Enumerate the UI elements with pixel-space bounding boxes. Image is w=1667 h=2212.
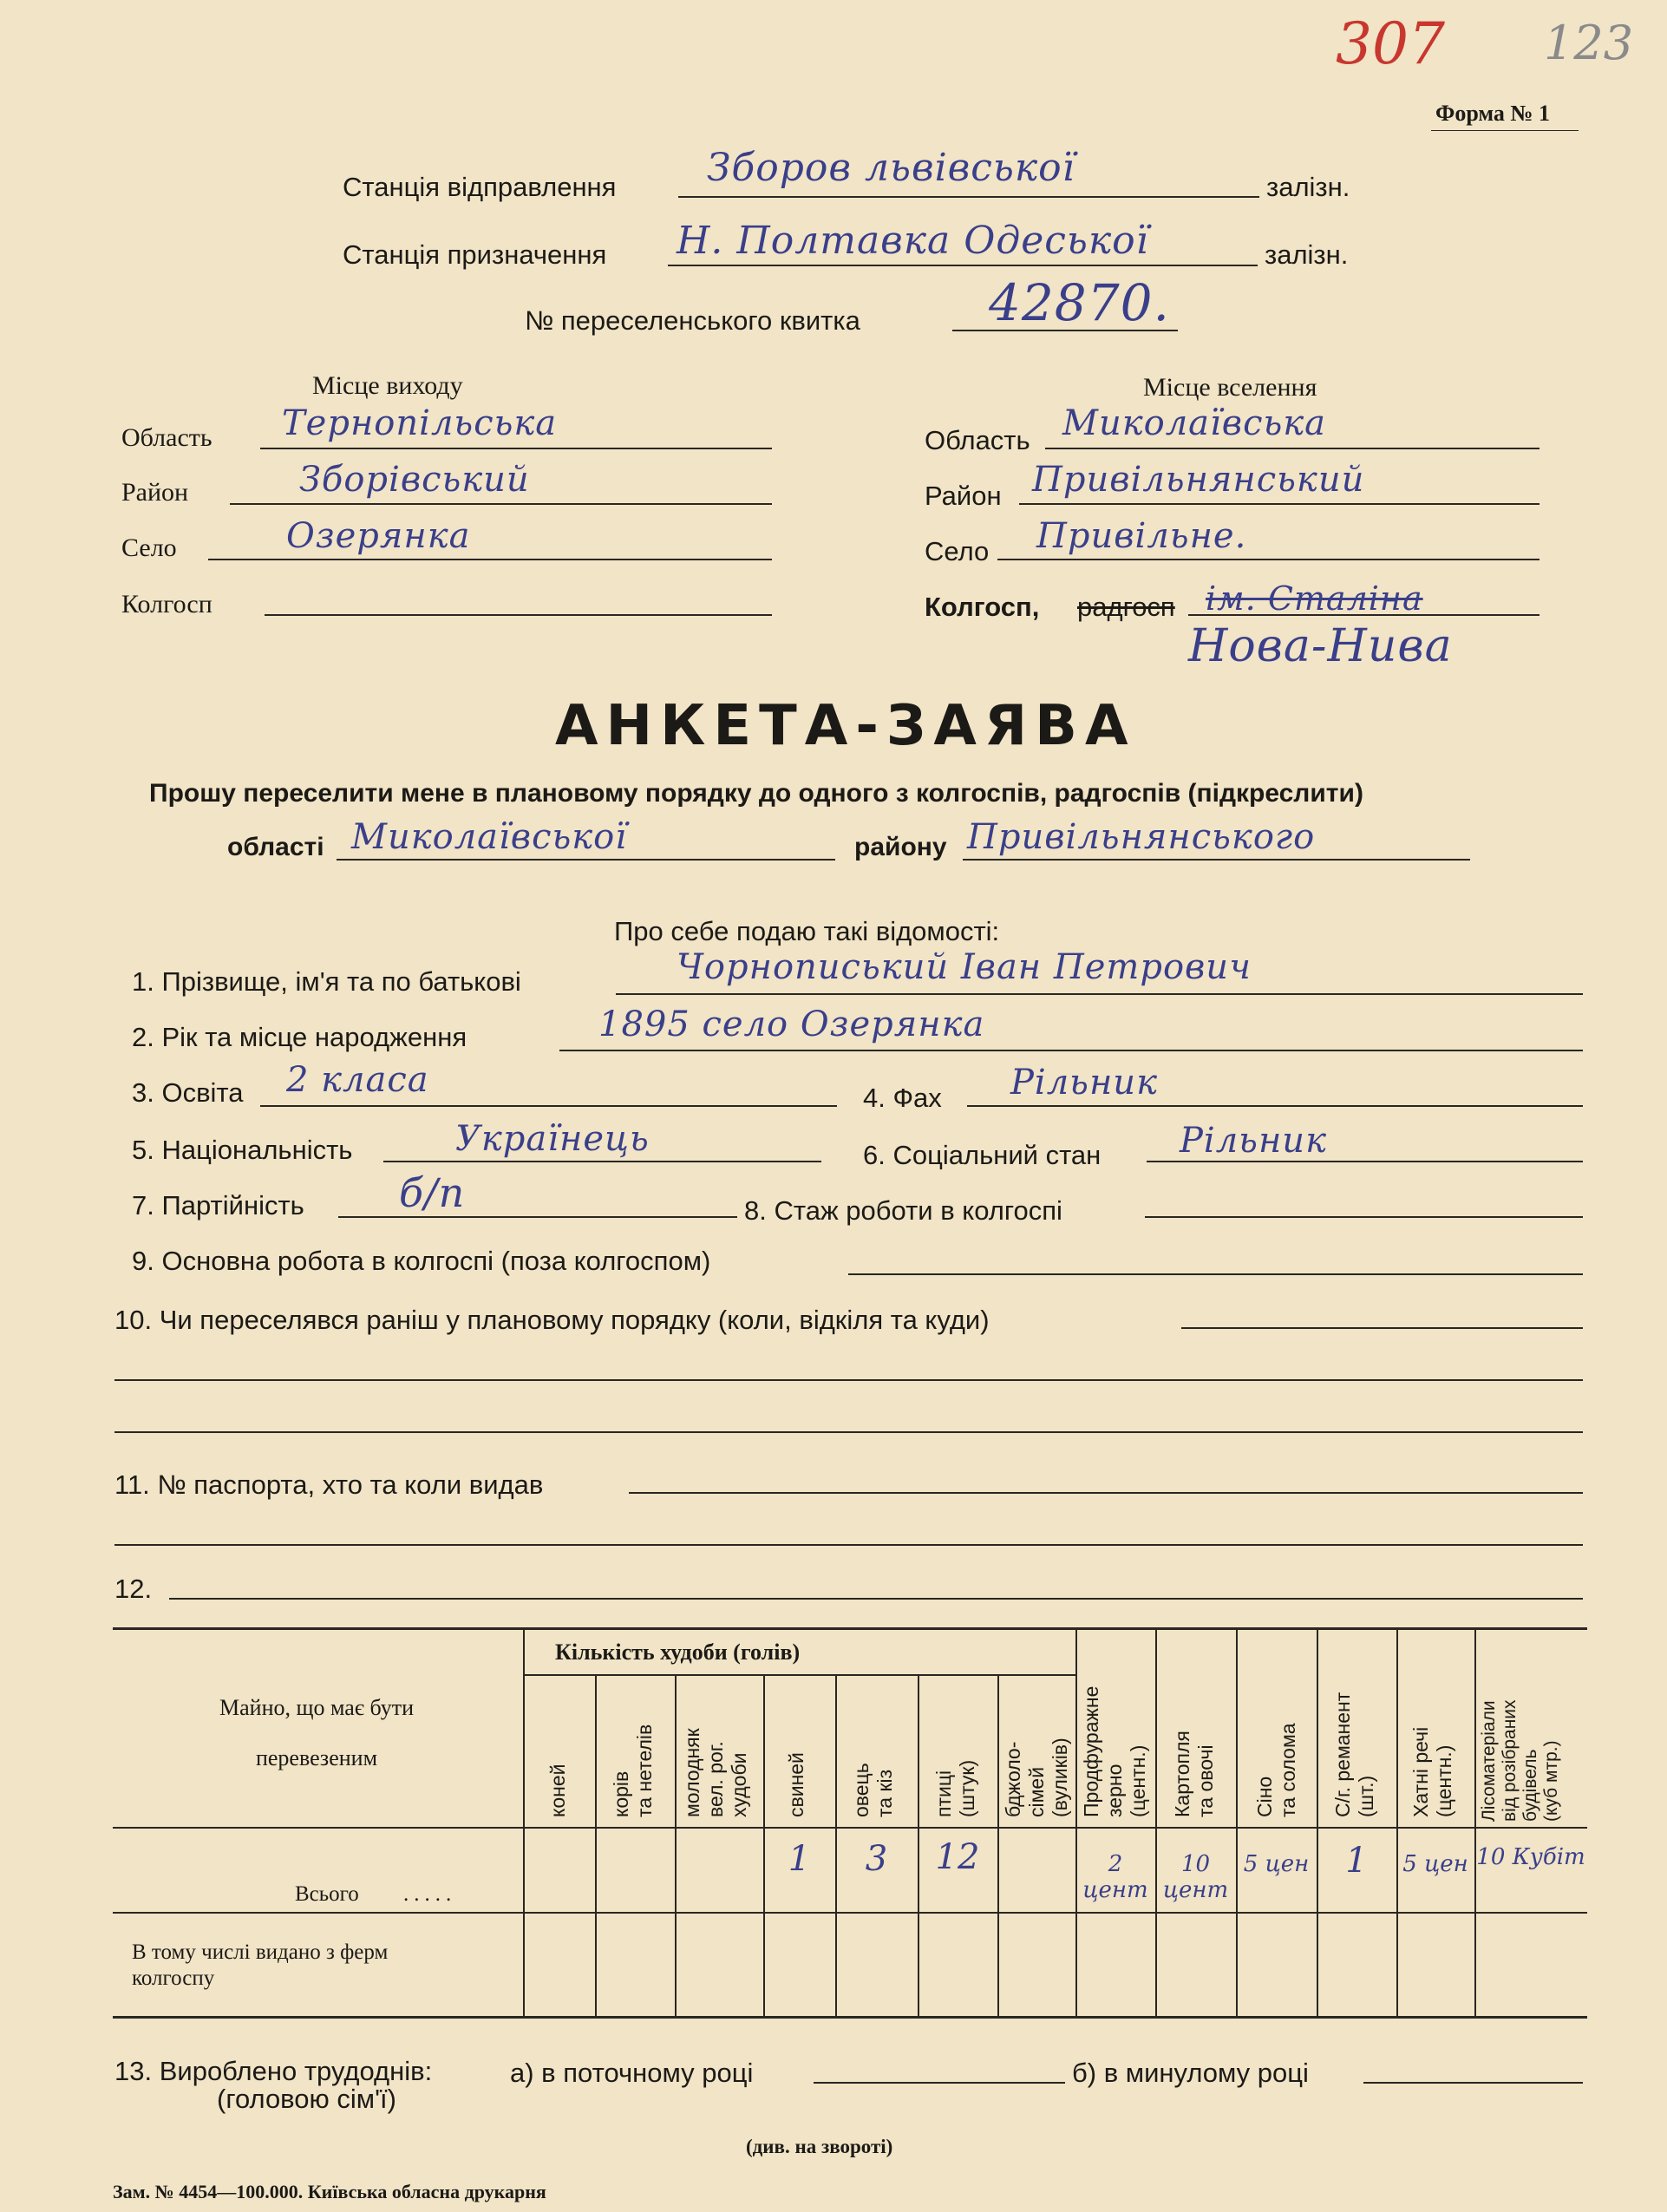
total-poultry: 12	[935, 1837, 980, 1877]
departure-label: Станція відправлення	[343, 172, 617, 202]
col-cows: корів та нетелів	[610, 1724, 656, 1817]
workdays-current-label: а) в поточному році	[510, 2058, 754, 2088]
field-5-value: Українець	[455, 1119, 650, 1159]
field-3-label: 3. Освіта	[132, 1077, 244, 1108]
destination-kolhosp-struck-value: ім. Сталіна	[1206, 579, 1423, 618]
origin-oblast-value: Тернопільська	[282, 403, 558, 443]
field-2-label: 2. Рік та місце народження	[132, 1022, 467, 1052]
request-oblast-value: Миколаївської	[351, 817, 628, 857]
railway-suffix-1: залізн.	[1266, 172, 1350, 202]
field-9-label: 9. Основна робота в колгоспі (поза колгоспом)	[132, 1246, 711, 1276]
field-6-label: 6. Соціальний стан	[863, 1140, 1102, 1170]
origin-kolhosp-label: Колгосп	[121, 590, 212, 618]
total-grain: 2 цент	[1082, 1851, 1148, 1903]
footer-printer: Зам. № 4454—100.000. Київська обласна друкарня	[113, 2181, 546, 2202]
see-back-note: (див. на звороті)	[746, 2136, 893, 2157]
field-7-value: б/п	[399, 1169, 466, 1216]
farm-label: В тому числі видано з ферм колгоспу	[132, 1940, 389, 1990]
col-young-cattle: молодняк вел. рог. худоби	[681, 1728, 750, 1817]
departure-value: Зборов львівської	[707, 146, 1075, 190]
destination-raion-value: Привільнянський	[1032, 460, 1365, 500]
col-household: Хатні речі (центн.)	[1409, 1726, 1455, 1817]
request-raion-value: Привільнянського	[967, 817, 1316, 857]
destination-selo-label: Село	[925, 536, 990, 566]
origin-oblast-label: Область	[121, 423, 212, 452]
destination-kolhosp-value: Нова-Нива	[1188, 620, 1453, 672]
origin-heading: Місце виходу	[312, 371, 463, 400]
field-1-label: 1. Прізвище, ім'я та по батькові	[132, 966, 521, 997]
total-label: Всього	[295, 1882, 359, 1906]
col-timber: Лісоматеріали від розібраних будівель (куб мтр.)	[1479, 1699, 1561, 1822]
origin-selo-value: Озерянка	[286, 516, 471, 556]
ticket-value: 42870.	[989, 273, 1170, 332]
col-equipment: С/г. реманент (шт.)	[1331, 1692, 1377, 1817]
field-3-value: 2 класа	[286, 1060, 429, 1100]
archive-number-grey: 123	[1544, 16, 1634, 70]
info-heading: Про себе подаю такі відомості:	[614, 916, 1000, 946]
field-1-value: Чорнописький Іван Петрович	[677, 947, 1252, 987]
field-2-value: 1895 село Озерянка	[598, 1005, 985, 1044]
field-6-value: Рільник	[1180, 1121, 1327, 1161]
railway-suffix-2: залізн.	[1265, 239, 1349, 270]
form-number: Форма № 1	[1435, 101, 1551, 126]
origin-raion-value: Зборівський	[299, 460, 530, 500]
destination-oblast-label: Область	[925, 425, 1030, 455]
field-4-label: 4. Фах	[863, 1083, 942, 1113]
field-5-label: 5. Національність	[132, 1135, 353, 1165]
field-8-label: 8. Стаж роботи в колгоспі	[744, 1195, 1062, 1226]
radhosp-struck: радгосп	[1077, 592, 1175, 622]
destination-oblast-value: Миколаївська	[1062, 403, 1326, 443]
archive-number-red: 307	[1336, 10, 1445, 77]
total-equipment: 1	[1345, 1841, 1368, 1881]
total-potatoes: 10 цент	[1162, 1851, 1229, 1903]
request-oblast-label: області	[227, 833, 324, 861]
col-grain: Продфуражне зерно (центн.)	[1080, 1685, 1149, 1817]
destination-station-value: Н. Полтавка Одеської	[677, 219, 1149, 263]
request-line: Прошу переселити мене в плановому порядку до одного з колгоспів, радгоспів (підкреслити)	[149, 779, 1363, 808]
livestock-header: Кількість худоби (голів)	[555, 1639, 801, 1665]
destination-station-label: Станція призначення	[343, 239, 607, 270]
destination-heading: Місце вселення	[1143, 373, 1317, 402]
col-hay: Сіно та солома	[1253, 1723, 1299, 1817]
property-header: Майно, що має бути перевезеним	[219, 1695, 414, 1770]
workdays-sublabel: (головою сім'ї)	[217, 2084, 396, 2114]
field-12-label: 12.	[114, 1574, 153, 1604]
total-household: 5 цен	[1402, 1851, 1468, 1877]
field-10-label: 10. Чи переселявся раніш у плановому порядку (коли, відкіля та куди)	[114, 1305, 990, 1335]
field-4-value: Рільник	[1010, 1063, 1158, 1103]
total-pigs: 1	[788, 1839, 811, 1879]
page-title: АНКЕТА-ЗАЯВА	[555, 694, 1136, 758]
total-sheep-goats: 3	[865, 1839, 888, 1879]
field-7-label: 7. Партійність	[132, 1190, 304, 1221]
origin-selo-label: Село	[121, 533, 177, 562]
destination-kolhosp-label: Колгосп,	[925, 592, 1040, 622]
field-11-label: 11. № паспорта, хто та коли видав	[114, 1469, 544, 1500]
col-poultry: птиці (штук)	[932, 1759, 978, 1817]
workdays-previous-label: б) в минулому році	[1072, 2058, 1309, 2088]
col-sheep-goats: овець та кіз	[850, 1763, 896, 1817]
col-pigs: свиней	[785, 1752, 807, 1817]
destination-selo-value: Привільне.	[1036, 516, 1247, 556]
destination-raion-label: Район	[925, 481, 1002, 511]
origin-raion-label: Район	[121, 478, 189, 507]
col-beehives: бджоло- сімей (вуликів)	[1002, 1738, 1071, 1817]
total-timber: 10 Кубіт	[1476, 1844, 1585, 1870]
col-horses: коней	[546, 1764, 569, 1817]
workdays-label: 13. Вироблено трудоднів:	[114, 2056, 433, 2086]
col-potatoes: Картопля та овочі	[1171, 1731, 1217, 1817]
ticket-label: № переселенського квитка	[525, 305, 860, 336]
total-hay: 5 цен	[1243, 1851, 1310, 1877]
request-raion-label: району	[854, 833, 947, 861]
